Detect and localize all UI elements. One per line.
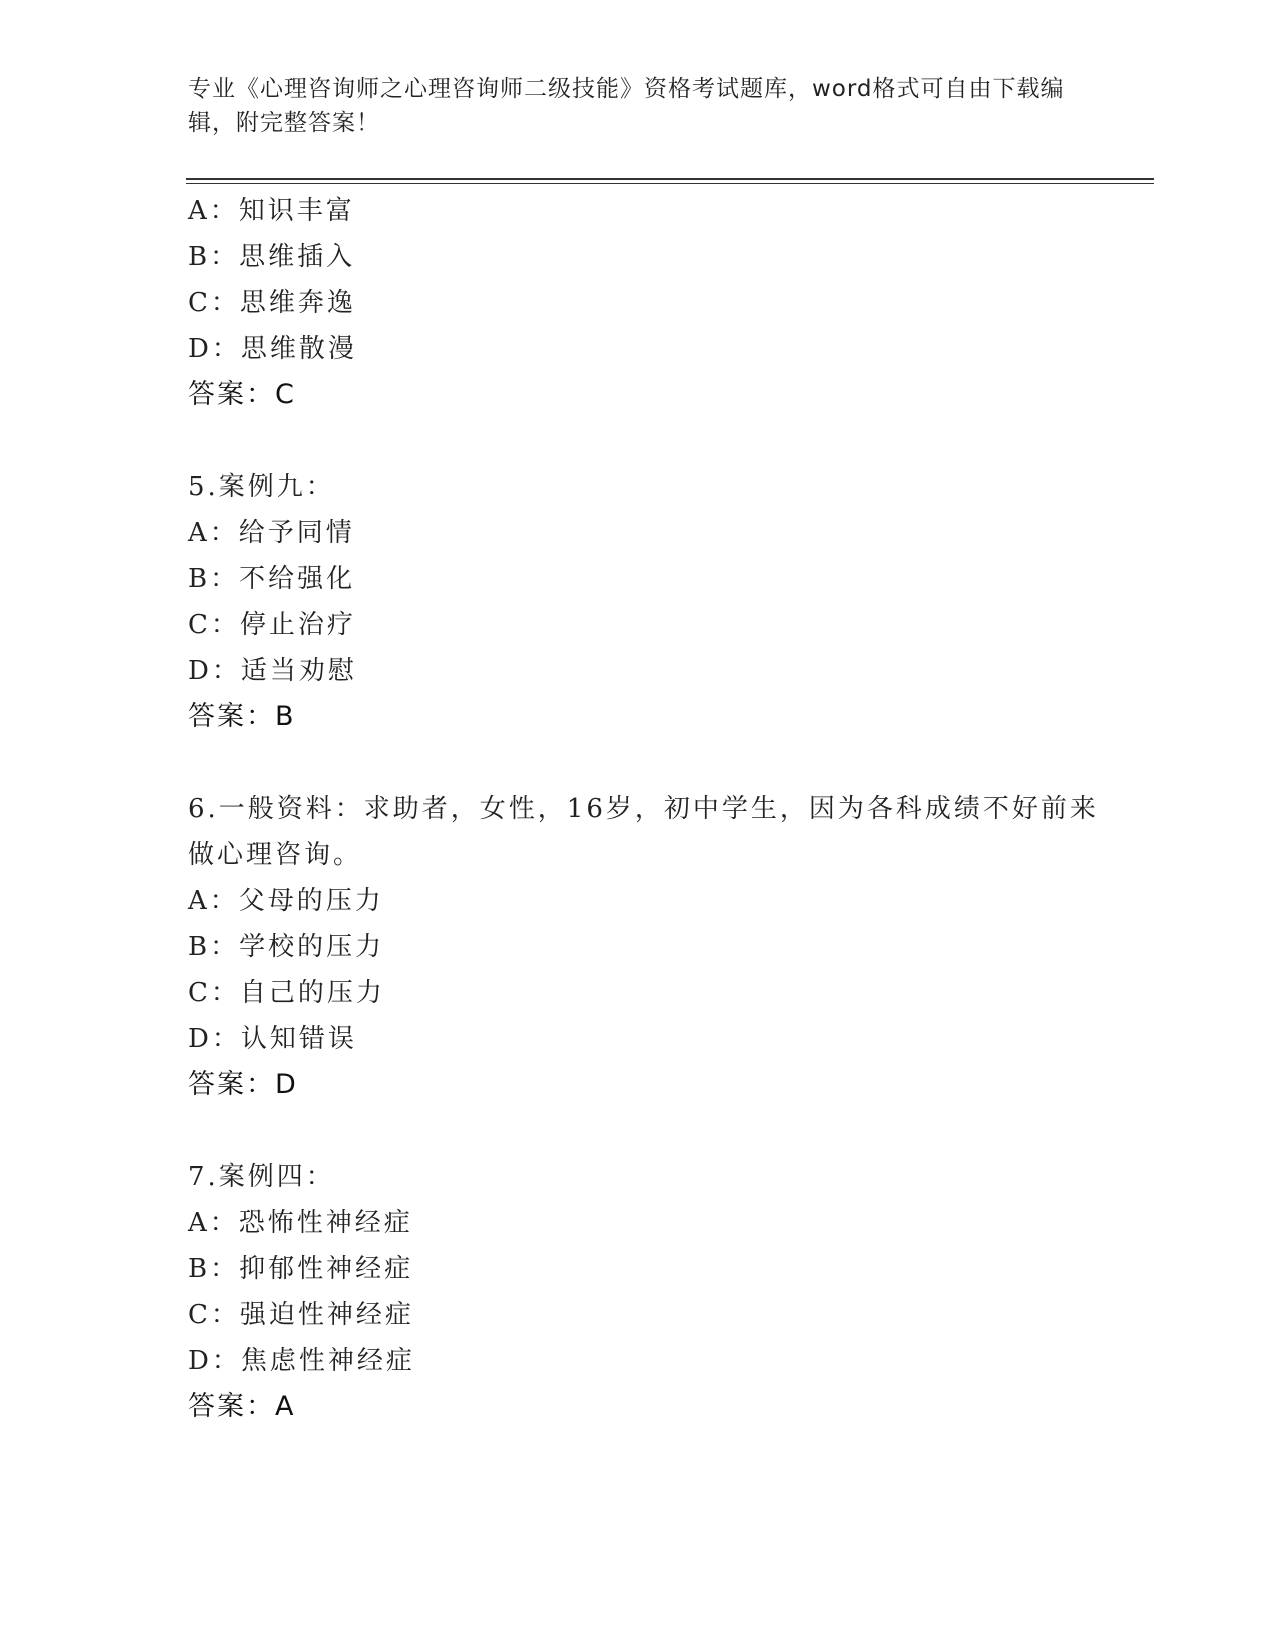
header-divider [186,178,1154,184]
answer-line: 答案：B [188,701,296,732]
option-c: C：思维奔逸 [188,288,356,318]
option-a: A：恐怖性神经症 [188,1208,413,1238]
option-d: D：适当劝慰 [188,656,357,686]
spacer [188,418,1108,464]
question-text: 6.一般资料：求助者，女性，16岁，初中学生，因为各科成绩不好前来做心理咨询。 [188,794,1099,870]
question-continued [188,188,1108,418]
question-text: 5.案例九： [188,472,335,502]
option-b: B：思维插入 [188,242,356,272]
option-d: D：认知错误 [188,1024,357,1054]
option-a: A：父母的压力 [188,886,384,916]
question-5 [188,464,1108,740]
option-c: C：停止治疗 [188,610,356,640]
question-6 [188,786,1108,1108]
option-a: A：给予同情 [188,518,355,548]
answer-line: 答案：A [188,1391,296,1422]
header-intro: 专业《心理咨询师之心理咨询师二级技能》资格考试题库，word格式可自由下载编辑，附完整答案！ [188,76,1065,136]
document-header [188,72,1088,140]
option-b: B：抑郁性神经症 [188,1254,414,1284]
option-b: B：不给强化 [188,564,356,594]
question-list [188,188,1108,1430]
option-d: D：焦虑性神经症 [188,1346,415,1376]
answer-line: 答案：C [188,379,296,410]
option-c: C：自己的压力 [188,978,385,1008]
option-c: C：强迫性神经症 [188,1300,414,1330]
question-7 [188,1154,1108,1430]
spacer [188,1108,1108,1154]
option-a: A：知识丰富 [188,196,355,226]
question-text: 7.案例四： [188,1162,335,1192]
spacer [188,740,1108,786]
option-b: B：学校的压力 [188,932,385,962]
answer-line: 答案：D [188,1069,298,1100]
option-d: D：思维散漫 [188,334,357,364]
